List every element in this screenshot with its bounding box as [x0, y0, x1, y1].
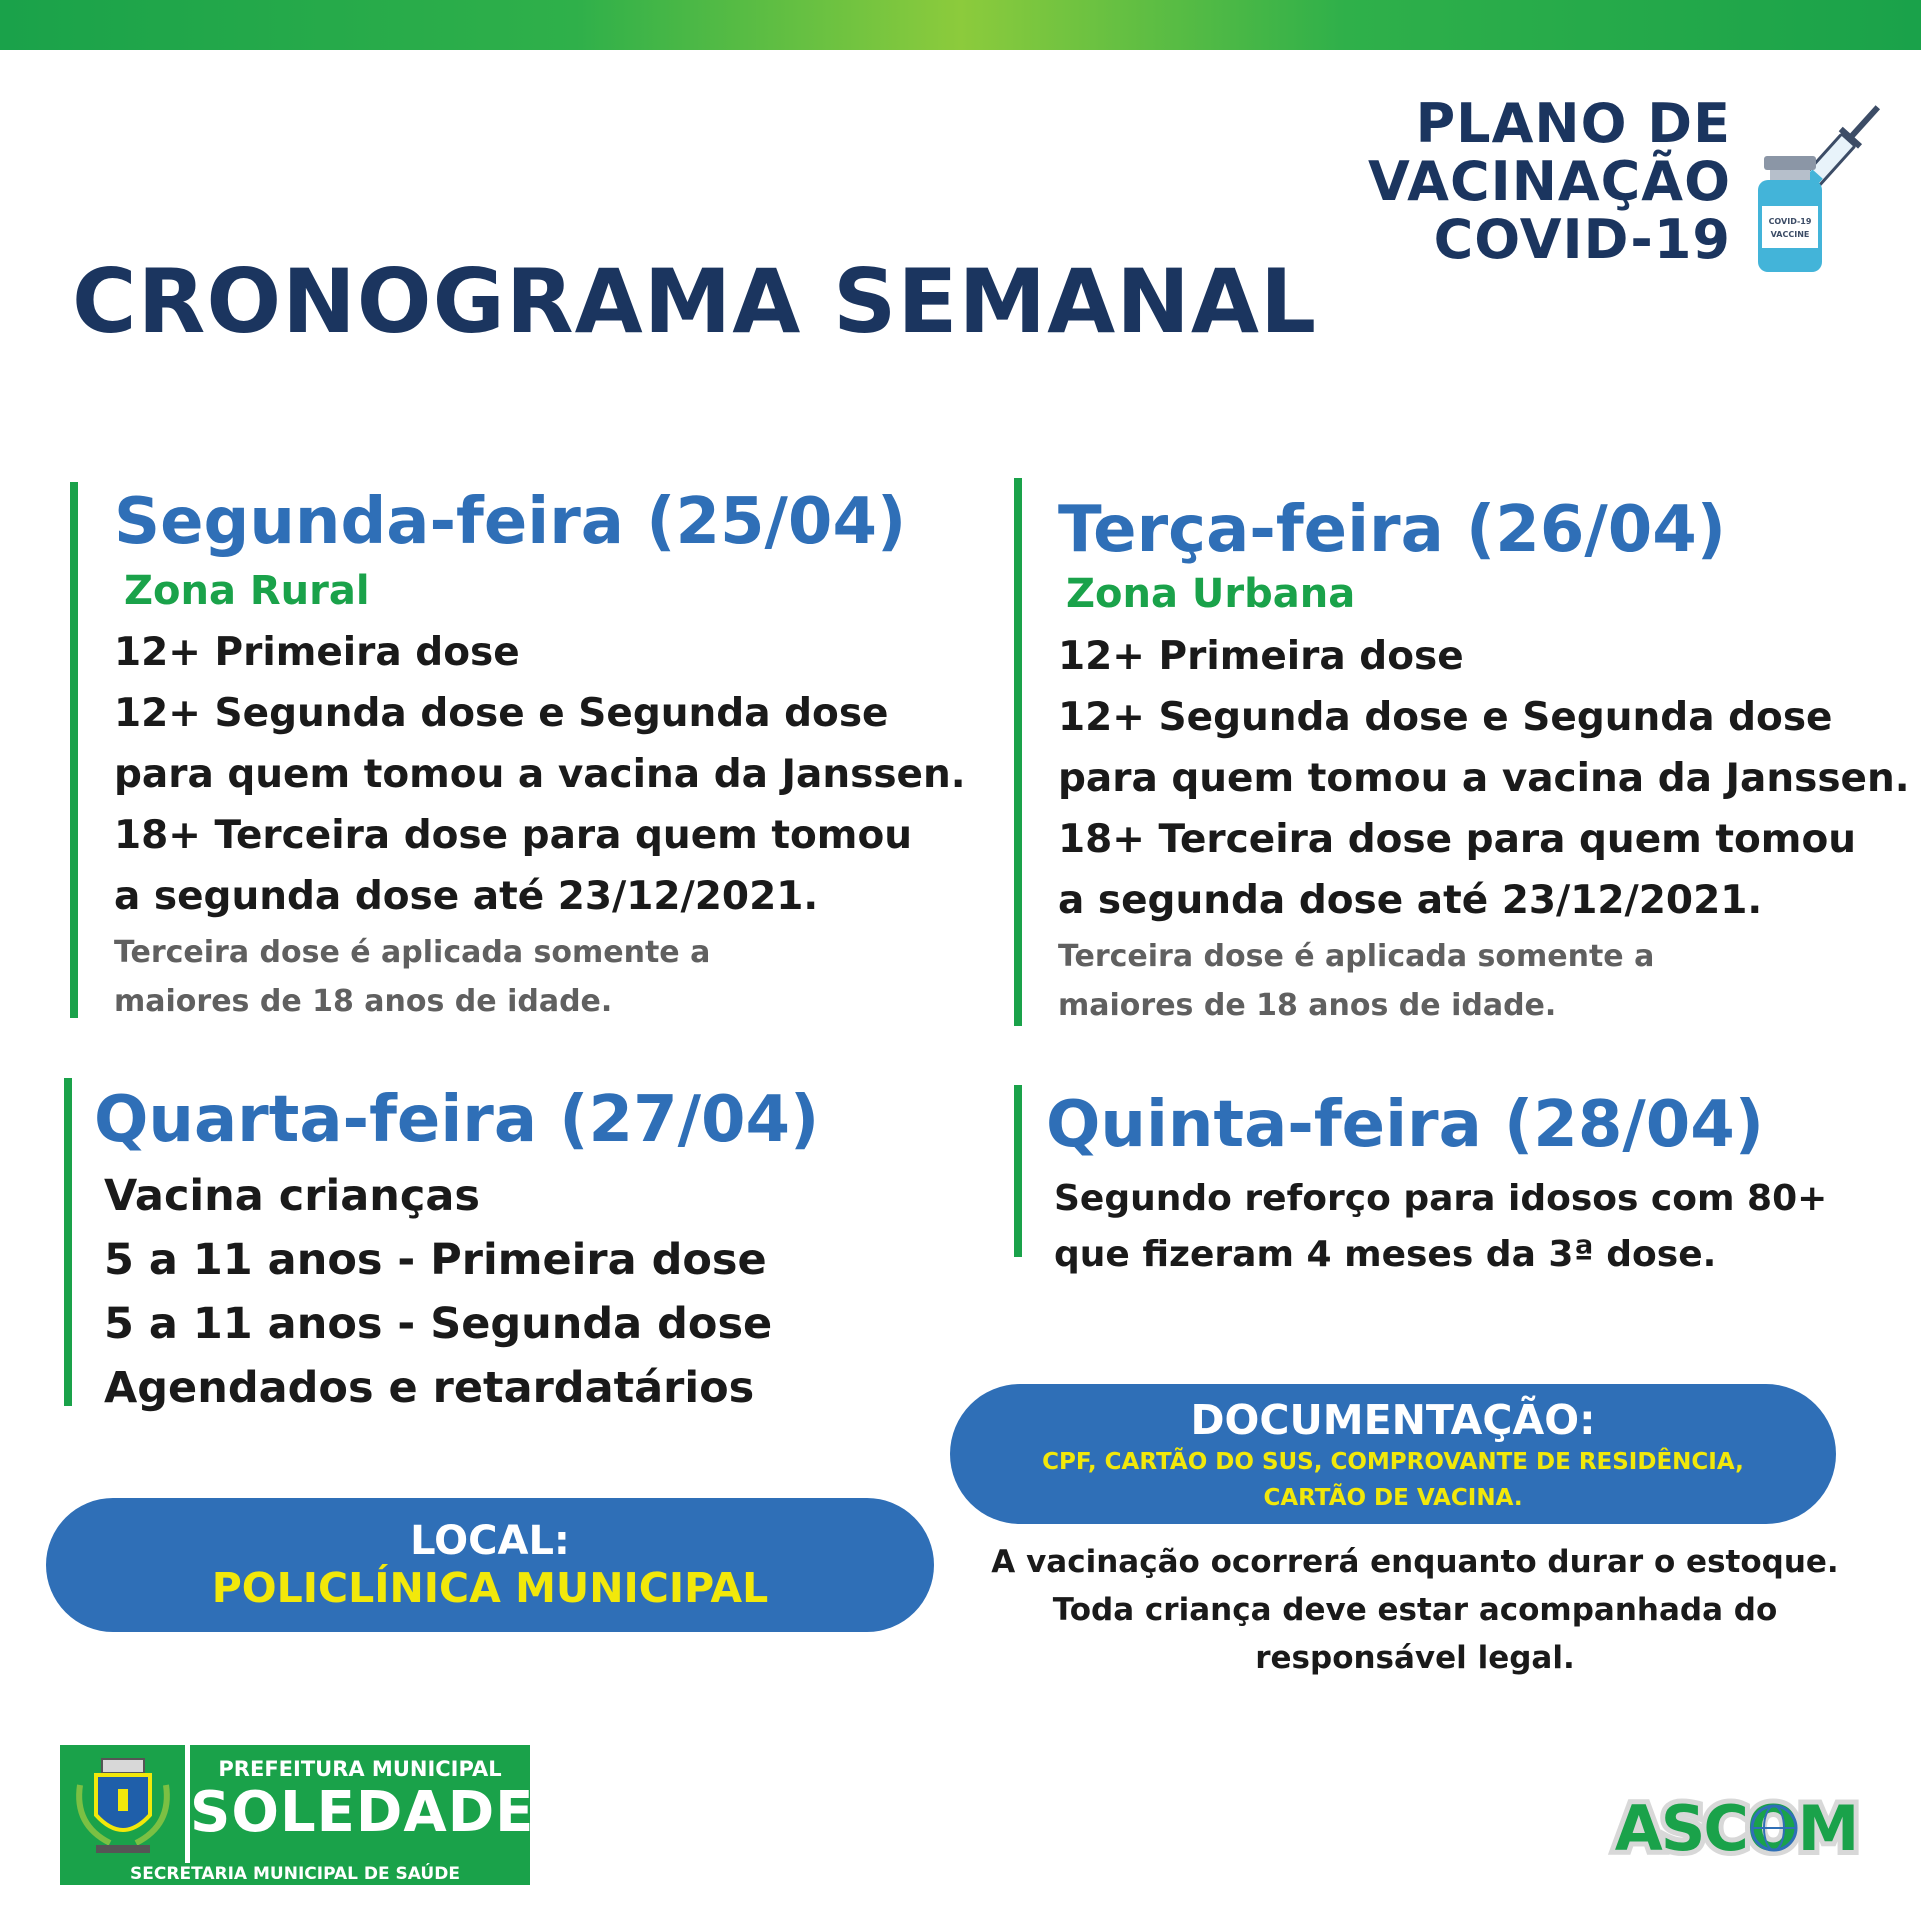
day-block-tuesday: [1014, 478, 1914, 1026]
green-divider: [70, 482, 78, 1018]
list-item: Agendados e retardatários: [104, 1363, 755, 1413]
local-pill: [46, 1498, 934, 1632]
ascom-logo: [1598, 1782, 1874, 1870]
day-title-monday: Segunda-feira (25/04): [114, 485, 907, 559]
vial-label-line-2: VACCINE: [1770, 230, 1810, 239]
documentation-label: DOCUMENTAÇÃO:: [1190, 1396, 1596, 1444]
day-lines-wednesday: [104, 1164, 772, 1420]
list-item: para quem tomou a vacina da Janssen.: [114, 752, 966, 797]
list-item: 12+ Segunda dose e Segunda dose: [114, 691, 889, 736]
zone-monday: Zona Rural: [124, 568, 370, 614]
day-block-wednesday: [64, 1078, 964, 1413]
day-title-thursday: Quinta-feira (28/04): [1046, 1088, 1765, 1162]
day-lines-thursday: [1054, 1171, 1827, 1283]
prefeitura-small-text: PREFEITURA MUNICIPAL: [218, 1757, 502, 1781]
plan-title-line-3: COVID-19: [1433, 208, 1731, 271]
list-item: 18+ Terceira dose para quem tomou: [1058, 817, 1856, 862]
note-monday: [114, 928, 710, 1026]
list-item: para quem tomou a vacina da Janssen.: [1058, 756, 1910, 801]
local-value: POLICLÍNICA MUNICIPAL: [211, 1564, 769, 1612]
plan-title-line-1: PLANO DE: [1415, 92, 1731, 155]
note-line: Terceira dose é aplicada somente a: [114, 935, 711, 970]
vial-label-line-1: COVID-19: [1768, 217, 1812, 226]
note-line: maiores de 18 anos de idade.: [114, 984, 613, 1019]
green-divider: [1014, 478, 1022, 1026]
zone-tuesday: Zona Urbana: [1066, 571, 1356, 617]
list-item: 12+ Primeira dose: [114, 630, 520, 675]
footnote-line: Toda criança deve estar acompanhada do: [1052, 1592, 1778, 1628]
note-line: maiores de 18 anos de idade.: [1058, 988, 1557, 1023]
day-lines-monday: [114, 622, 966, 927]
list-item: 5 a 11 anos - Segunda dose: [104, 1299, 773, 1349]
list-item: 12+ Segunda dose e Segunda dose: [1058, 695, 1833, 740]
ascom-text: ASCOM: [1614, 1792, 1858, 1865]
list-item: a segunda dose até 23/12/2021.: [114, 874, 819, 919]
note-line: Terceira dose é aplicada somente a: [1058, 939, 1655, 974]
day-block-thursday: [1014, 1085, 1914, 1275]
footnote-line: A vacinação ocorrerá enquanto durar o estoque.: [991, 1544, 1839, 1580]
vaccine-syringe-icon: [1748, 80, 1908, 280]
list-item: que fizeram 4 meses da 3ª dose.: [1054, 1234, 1717, 1275]
prefeitura-sub-text: SECRETARIA MUNICIPAL DE SAÚDE: [60, 1863, 530, 1885]
note-tuesday: [1058, 932, 1654, 1030]
list-item: a segunda dose até 23/12/2021.: [1058, 878, 1763, 923]
plan-title: [1368, 92, 1731, 271]
footnote-line: responsável legal.: [1255, 1640, 1575, 1676]
prefeitura-logo: [60, 1745, 535, 1885]
green-divider: [1014, 1085, 1022, 1257]
documentation-line-1: CPF, CARTÃO DO SUS, COMPROVANTE DE RESIDÊNCIA,: [1042, 1449, 1744, 1475]
list-item: Segundo reforço para idosos com 80+: [1054, 1178, 1828, 1219]
documentation-line-2: CARTÃO DE VACINA.: [1263, 1485, 1523, 1511]
day-title-wednesday: Quarta-feira (27/04): [94, 1083, 820, 1157]
documentation-pill: [950, 1384, 1836, 1524]
list-item: 18+ Terceira dose para quem tomou: [114, 813, 912, 858]
main-title: CRONOGRAMA SEMANAL: [72, 250, 1318, 353]
crest-box: [60, 1745, 185, 1865]
crest-icon: [60, 1745, 185, 1865]
day-lines-tuesday: [1058, 626, 1910, 931]
list-item: 12+ Primeira dose: [1058, 634, 1464, 679]
green-divider: [64, 1078, 72, 1406]
prefeitura-box: [130, 1745, 535, 1885]
day-title-tuesday: Terça-feira (26/04): [1058, 493, 1727, 567]
list-item: 5 a 11 anos - Primeira dose: [104, 1235, 767, 1285]
top-green-bar: [0, 0, 1921, 50]
plan-title-line-2: VACINAÇÃO: [1368, 150, 1731, 213]
local-label: LOCAL:: [410, 1518, 570, 1564]
footnote: [960, 1538, 1870, 1682]
day-block-monday: [70, 482, 970, 1018]
list-item: Vacina crianças: [104, 1171, 480, 1221]
prefeitura-big-text: SOLEDADE: [190, 1780, 535, 1845]
